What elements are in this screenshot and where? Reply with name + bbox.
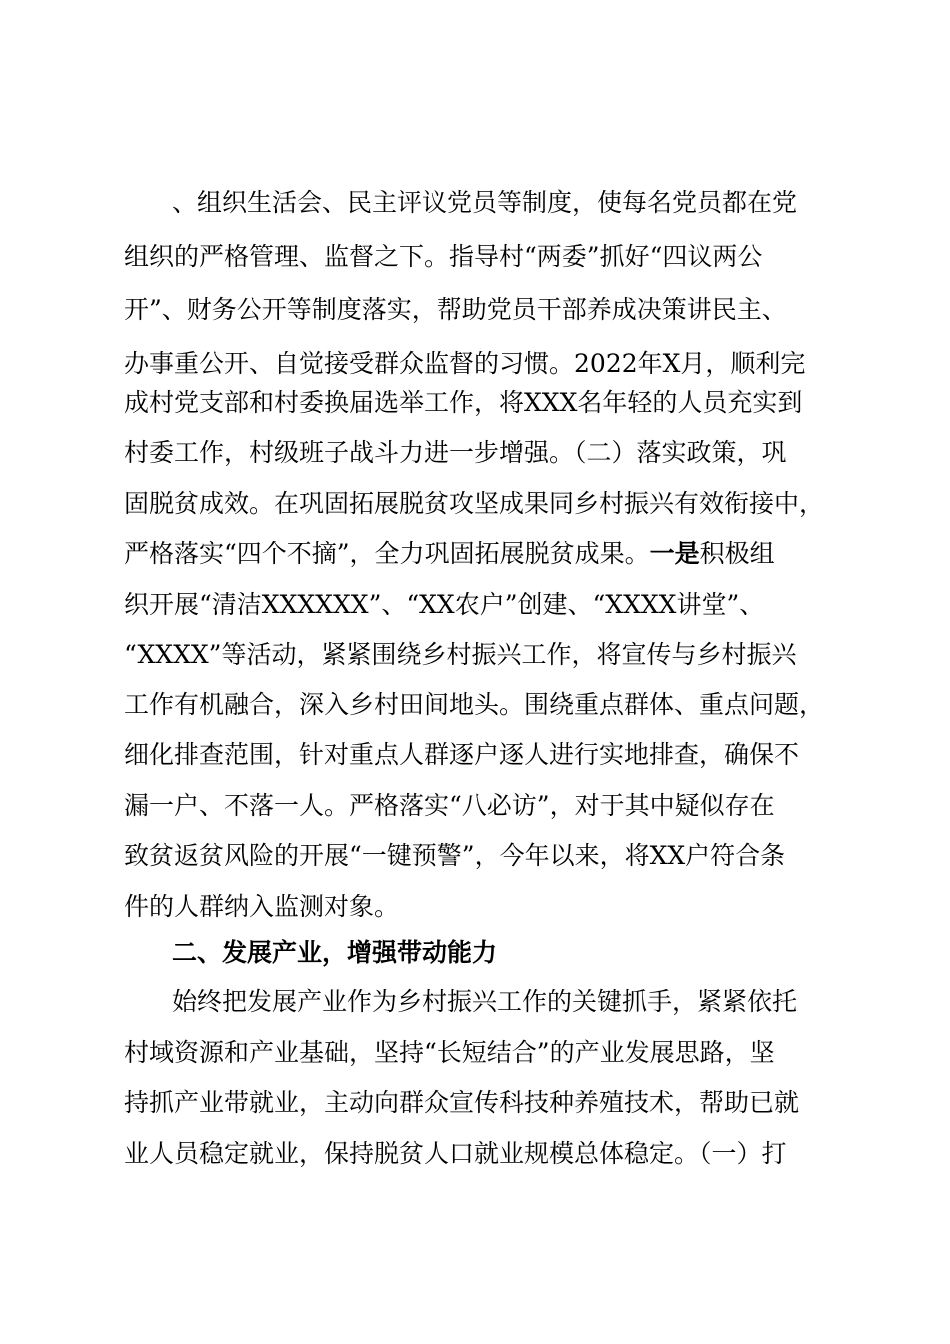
- paragraph-line: 组织的严格管理、监督之下。指导村“两委”抓好“四议两公: [124, 242, 763, 271]
- paragraph-line: 细化排查范围，针对重点人群逐户逐人进行实地排查，确保不: [124, 740, 800, 769]
- paragraph-text: 积极组: [699, 539, 775, 568]
- paragraph-text: 严格落实“四个不摘”，全力巩固拓展脱贫成果。: [124, 539, 650, 568]
- paragraph-line: 织开展“清洁XXXXXX”、“XX农户”创建、“XXXX讲堂”、: [124, 590, 765, 619]
- paragraph-line: 固脱贫成效。在巩固拓展脱贫攻坚成果同乡村振兴有效衔接中，: [124, 489, 825, 518]
- paragraph-line: 漏一户、不落一人。严格落实“八必访”，对于其中疑似存在: [124, 791, 775, 820]
- paragraph-line-with-emphasis: [124, 537, 775, 571]
- paragraph-line: 始终把发展产业作为乡村振兴工作的关键抓手，紧紧依托: [172, 987, 798, 1016]
- section-heading: 二、发展产业，增强带动能力: [172, 938, 498, 967]
- paragraph-line: 持抓产业带就业，主动向群众宣传科技种养殖技术，帮助已就: [124, 1088, 800, 1117]
- paragraph-line: “XXXX”等活动，紧紧围绕乡村振兴工作，将宣传与乡村振兴: [124, 640, 797, 669]
- paragraph-line: 、组织生活会、民主评议党员等制度，使每名党员都在党: [172, 188, 798, 217]
- paragraph-line: 工作有机融合，深入乡村田间地头。围绕重点群体、重点问题，: [124, 690, 825, 719]
- emphasis-text: 一是: [649, 539, 700, 568]
- paragraph-line: 致贫返贫风险的开展“一键预警”，今年以来，将XX户符合条: [124, 841, 786, 870]
- paragraph-line: 村域资源和产业基础，坚持“长短结合”的产业发展思路，坚: [124, 1038, 775, 1067]
- paragraph-line: 业人员稳定就业，保持脱贫人口就业规模总体稳定。（一）打: [124, 1139, 787, 1168]
- paragraph-line: 开”、财务公开等制度落实，帮助党员干部养成决策讲民主、: [124, 295, 787, 324]
- paragraph-line: 成村党支部和村委换届选举工作，将XXX名年轻的人员充实到: [124, 388, 803, 417]
- paragraph-line: 件的人群纳入监测对象。: [124, 892, 400, 921]
- paragraph-line: 村委工作，村级班子战斗力进一步增强。（二）落实政策，巩: [124, 438, 787, 467]
- paragraph-line: 办事重公开、自觉接受群众监督的习惯。2022年X月，顺利完: [124, 349, 806, 378]
